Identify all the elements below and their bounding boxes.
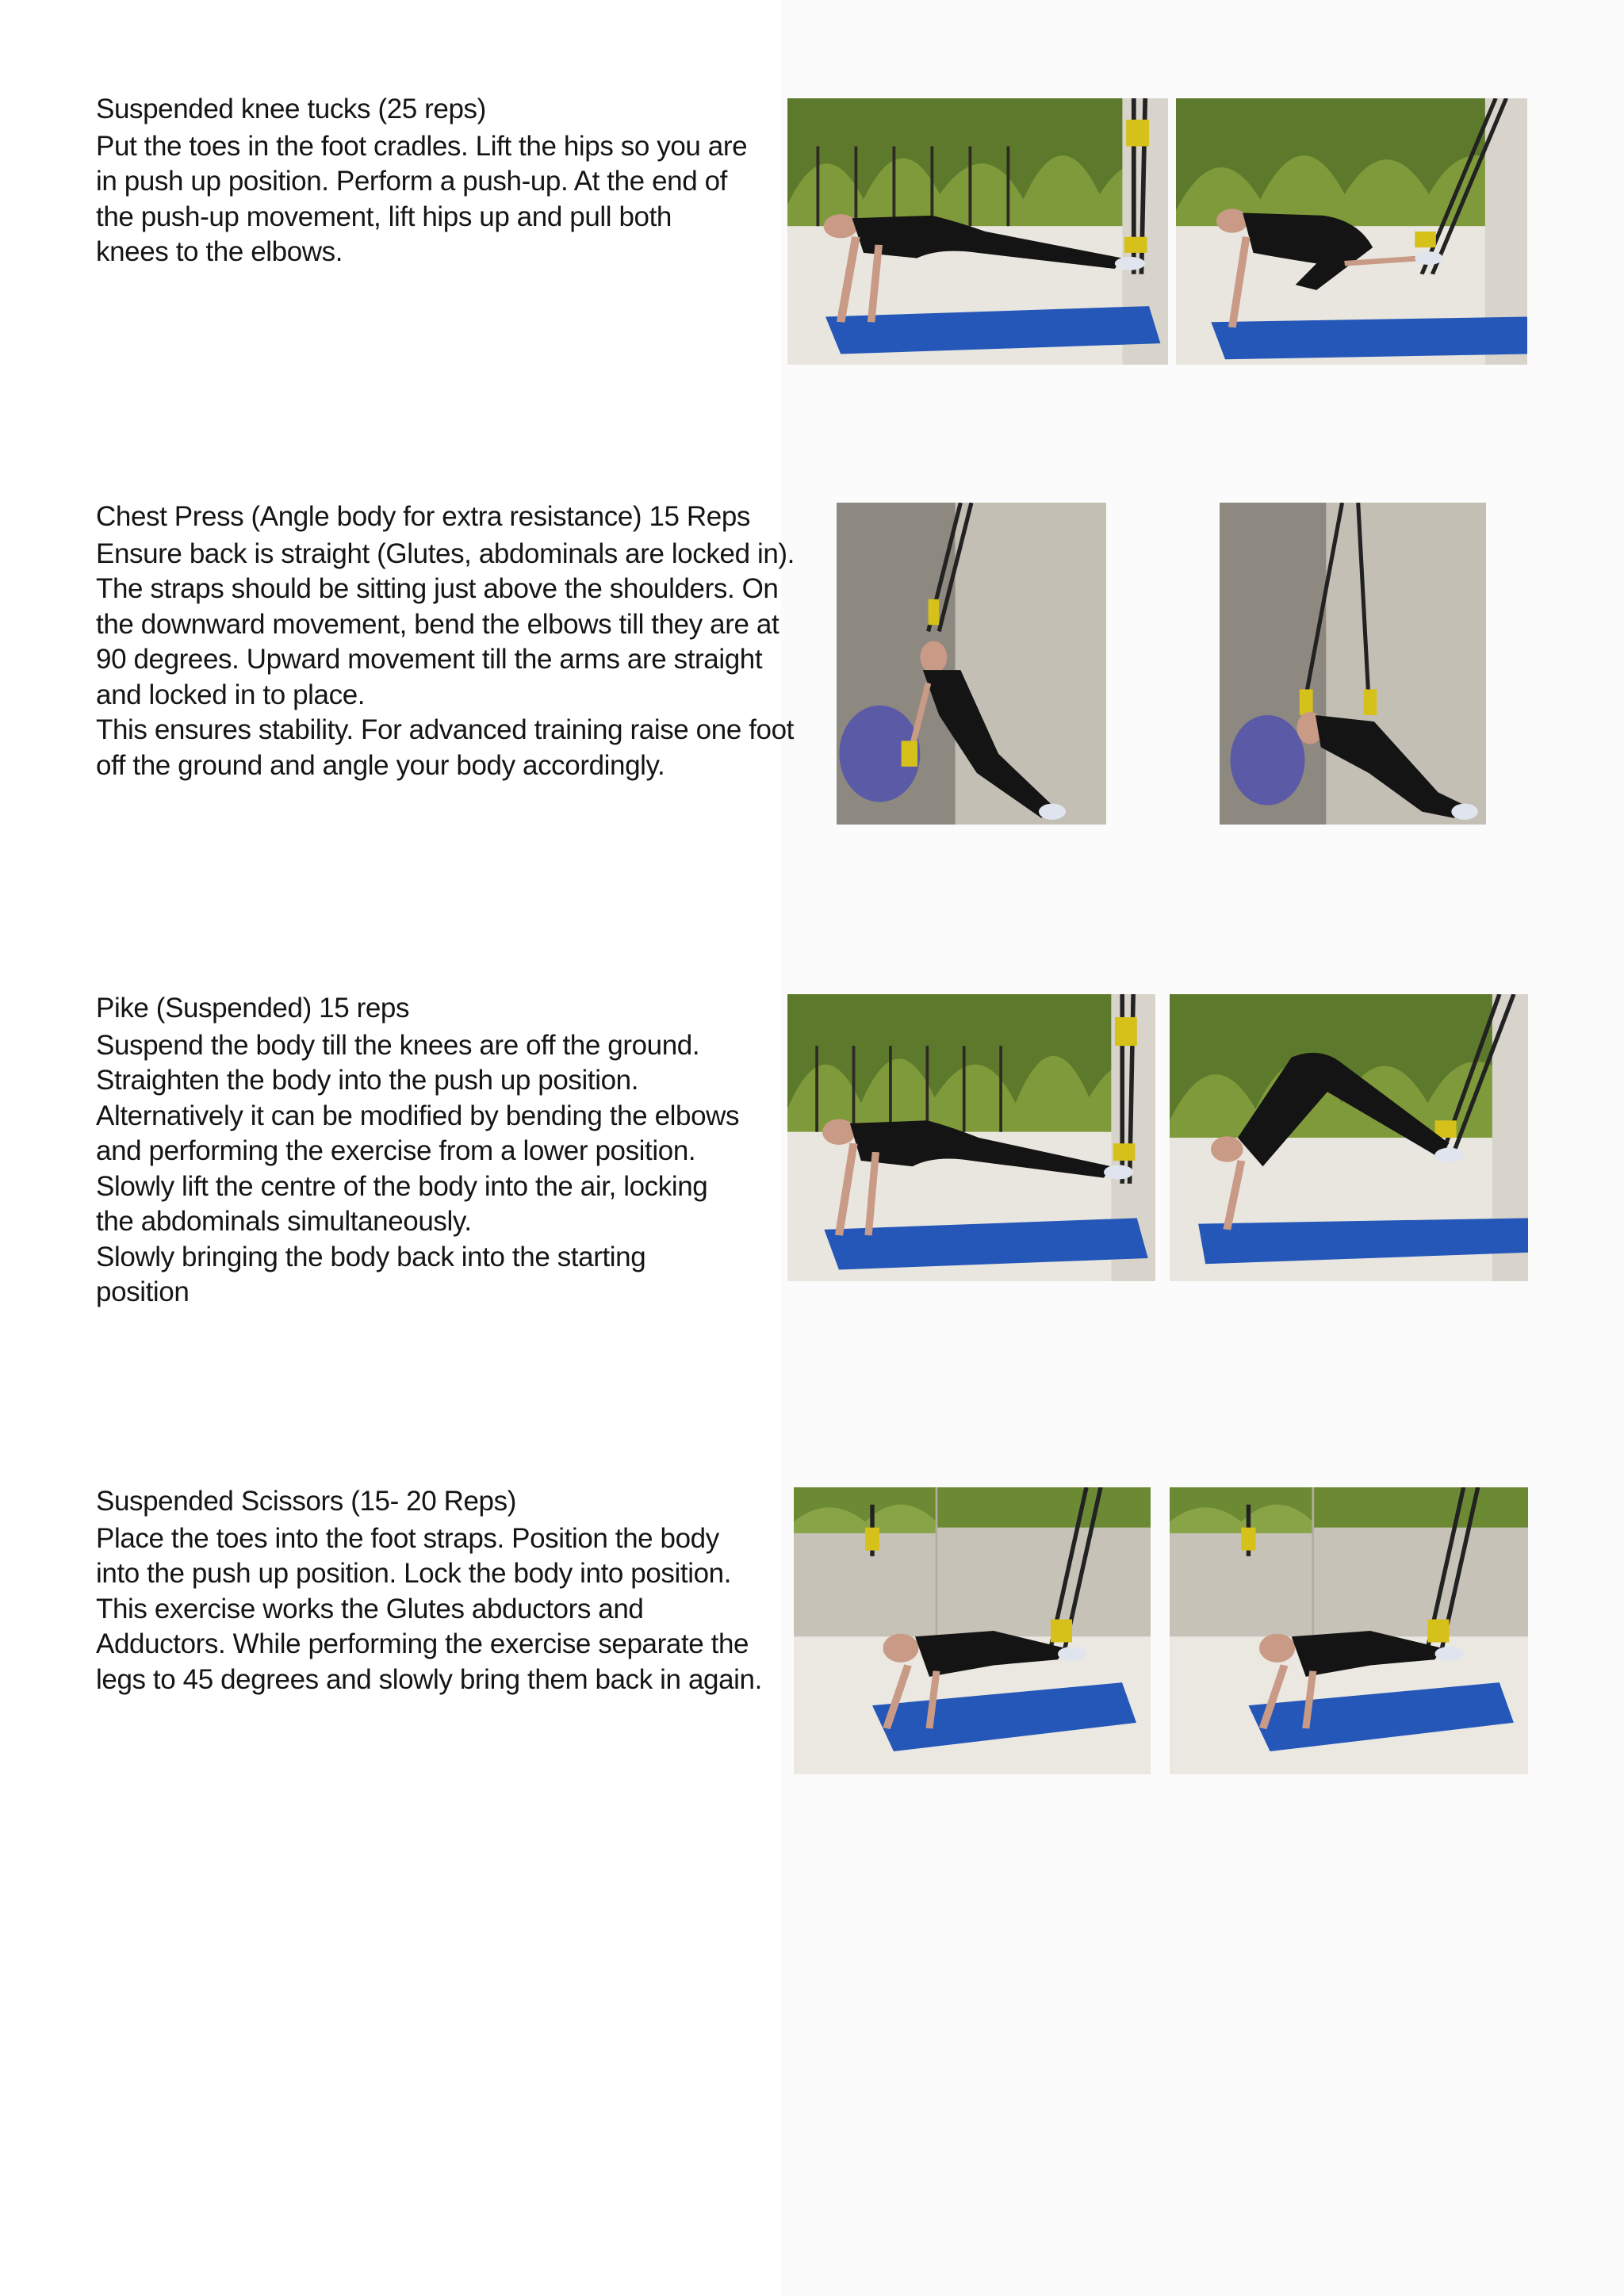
exercise-description-line: in push up position. Perform a push-up. At the end of [96, 166, 727, 197]
exercise-description-line: knees to the elbows. [96, 236, 343, 267]
exercise-description-line: This exercise works the Glutes abductors and [96, 1593, 644, 1624]
exercise-description-line: Ensure back is straight (Glutes, abdominals are locked in). [96, 538, 795, 569]
exercise-title: Suspended knee tucks (25 reps) [96, 94, 486, 124]
exercise-title: Pike (Suspended) 15 reps [96, 993, 410, 1024]
exercise-description-line: legs to 45 degrees and slowly bring them back in again. [96, 1663, 762, 1695]
pike-start-photo [787, 994, 1155, 1281]
exercise-text [96, 991, 739, 1311]
exercise-description-line: into the push up position. Lock the body into position. [96, 1558, 732, 1589]
exercise-description-line: Suspend the body till the knees are off the ground. [96, 1029, 700, 1061]
exercise-text [96, 92, 747, 270]
exercise-description-line: Slowly bringing the body back into the starting [96, 1241, 646, 1272]
exercise-photo [1220, 503, 1486, 825]
exercise-photo [787, 994, 1155, 1281]
exercise-text [96, 1484, 762, 1697]
pike-top-photo [1170, 994, 1528, 1281]
exercise-photo [837, 503, 1106, 825]
exercise-description-line: Place the toes into the foot straps. Position the body [96, 1522, 719, 1554]
exercise-description-line: 90 degrees. Upward movement till the arms are straight [96, 644, 763, 675]
exercise-description-line: and performing the exercise from a lower position. [96, 1135, 696, 1166]
exercise-description-line: position [96, 1276, 190, 1307]
knee-tuck-end-photo [1176, 98, 1527, 365]
chest-press-up-photo [837, 503, 1106, 825]
exercise-description-line: The straps should be sitting just above the shoulders. On [96, 573, 779, 604]
exercise-description-line: and locked in to place. [96, 679, 366, 710]
exercise-title: Suspended Scissors (15- 20 Reps) [96, 1486, 516, 1517]
exercise-photo [1170, 1487, 1528, 1774]
exercise-description-line: Put the toes in the foot cradles. Lift the hips so you are [96, 130, 748, 162]
scissors-open-photo [1170, 1487, 1528, 1774]
exercise-description-line: Straighten the body into the push up position. [96, 1065, 639, 1096]
exercise-photo [794, 1487, 1151, 1774]
exercise-photo [1176, 98, 1527, 365]
exercise-description-line: Slowly lift the centre of the body into the air, locking [96, 1170, 708, 1202]
chest-press-down-photo [1220, 503, 1486, 825]
exercise-description-line: the abdominals simultaneously. [96, 1206, 472, 1237]
exercise-title: Chest Press (Angle body for extra resistance) 15 Reps [96, 501, 751, 532]
exercise-description-line: the downward movement, bend the elbows till they are at [96, 608, 779, 640]
knee-tuck-start-photo [787, 98, 1168, 365]
exercise-description-line: Adductors. While performing the exercise separate the [96, 1628, 749, 1659]
exercise-text [96, 499, 795, 783]
exercise-description-line: off the ground and angle your body accordingly. [96, 749, 665, 781]
exercise-photo [1170, 994, 1528, 1281]
exercise-description-line: the push-up movement, lift hips up and pull both [96, 201, 672, 232]
exercise-description-line: This ensures stability. For advanced training raise one foot [96, 714, 794, 745]
exercise-photo [787, 98, 1168, 365]
scissors-closed-photo [794, 1487, 1151, 1774]
exercise-description-line: Alternatively it can be modified by bending the elbows [96, 1100, 740, 1131]
